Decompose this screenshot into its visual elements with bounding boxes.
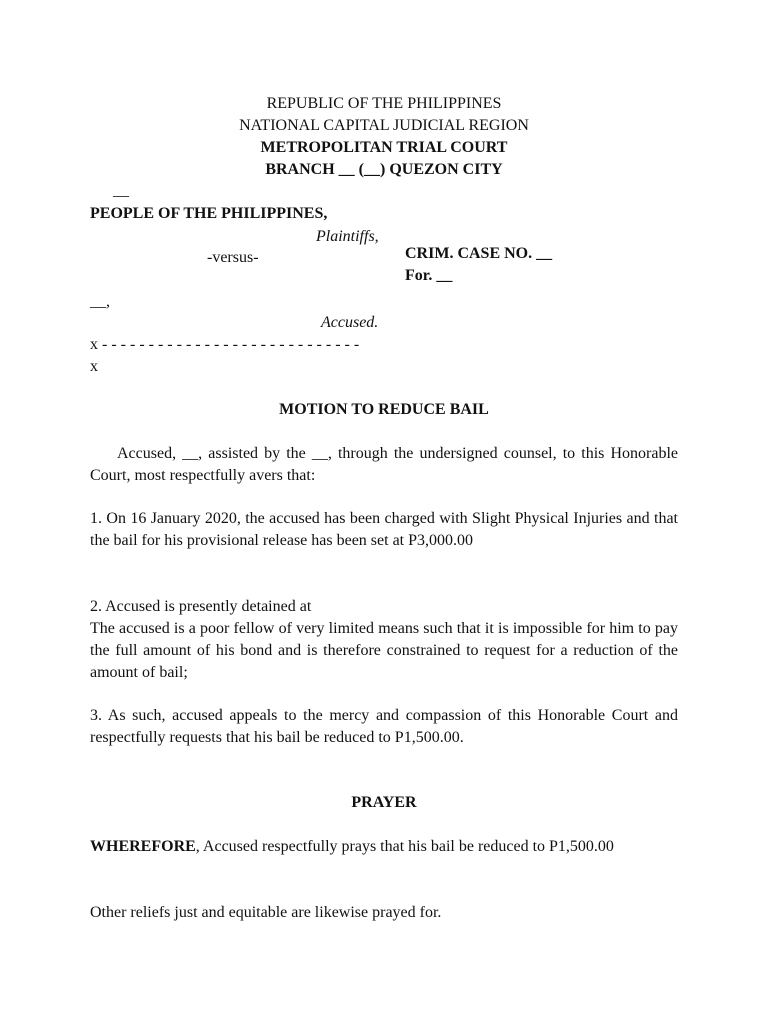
- prayer-title: PRAYER: [351, 794, 417, 811]
- caption-separator: x - - - - - - - - - - - - - - - - - - - - - - - - - - - -: [90, 336, 360, 353]
- plaintiff-name: PEOPLE OF THE PHILIPPINES,: [90, 205, 328, 222]
- accused-role: Accused.: [321, 314, 379, 331]
- case-for: For. __: [405, 267, 453, 284]
- motion-item-3: 3. As such, accused appeals to the mercy and compassion of this Honorable Court and respectfully requests that his bail be reduced to P1,500.00.: [90, 707, 678, 746]
- other-reliefs: Other reliefs just and equitable are likewise prayed for.: [90, 904, 442, 921]
- prayer-text: , Accused respectfully prays that his bail be reduced to P1,500.00: [195, 838, 614, 855]
- header-republic: REPUBLIC OF THE PHILIPPINES: [266, 95, 502, 112]
- header-court: METROPOLITAN TRIAL COURT: [260, 139, 508, 156]
- motion-item-1: 1. On 16 January 2020, the accused has been charged with Slight Physical Injuries and that the bail for his provisional release has been set at P3,000.00: [90, 510, 678, 549]
- motion-item-2-heading: 2. Accused is presently detained at: [90, 598, 312, 615]
- caption-blank-top: __: [113, 182, 129, 199]
- caption-separator-end: x: [90, 358, 98, 375]
- motion-item-2-body: The accused is a poor fellow of very limited means such that it is impossible for him to pay the full amount of his bond and is therefore constrained to request for a reduction of the amount of bail;: [90, 620, 678, 681]
- case-number: CRIM. CASE NO. __: [405, 245, 553, 262]
- plaintiff-role: Plaintiffs,: [316, 228, 379, 245]
- motion-intro: Accused, __, assisted by the __, through the undersigned counsel, to this Honorable Court, most respectfully avers that:: [90, 445, 678, 484]
- prayer-paragraph: [90, 836, 678, 858]
- header-region: NATIONAL CAPITAL JUDICIAL REGION: [239, 117, 529, 134]
- prayer-lead: WHEREFORE: [90, 838, 196, 855]
- motion-title: MOTION TO REDUCE BAIL: [279, 401, 489, 418]
- versus-label: -versus-: [207, 249, 259, 266]
- accused-name: __,: [90, 293, 110, 310]
- header-branch: BRANCH __ (__) QUEZON CITY: [265, 161, 503, 178]
